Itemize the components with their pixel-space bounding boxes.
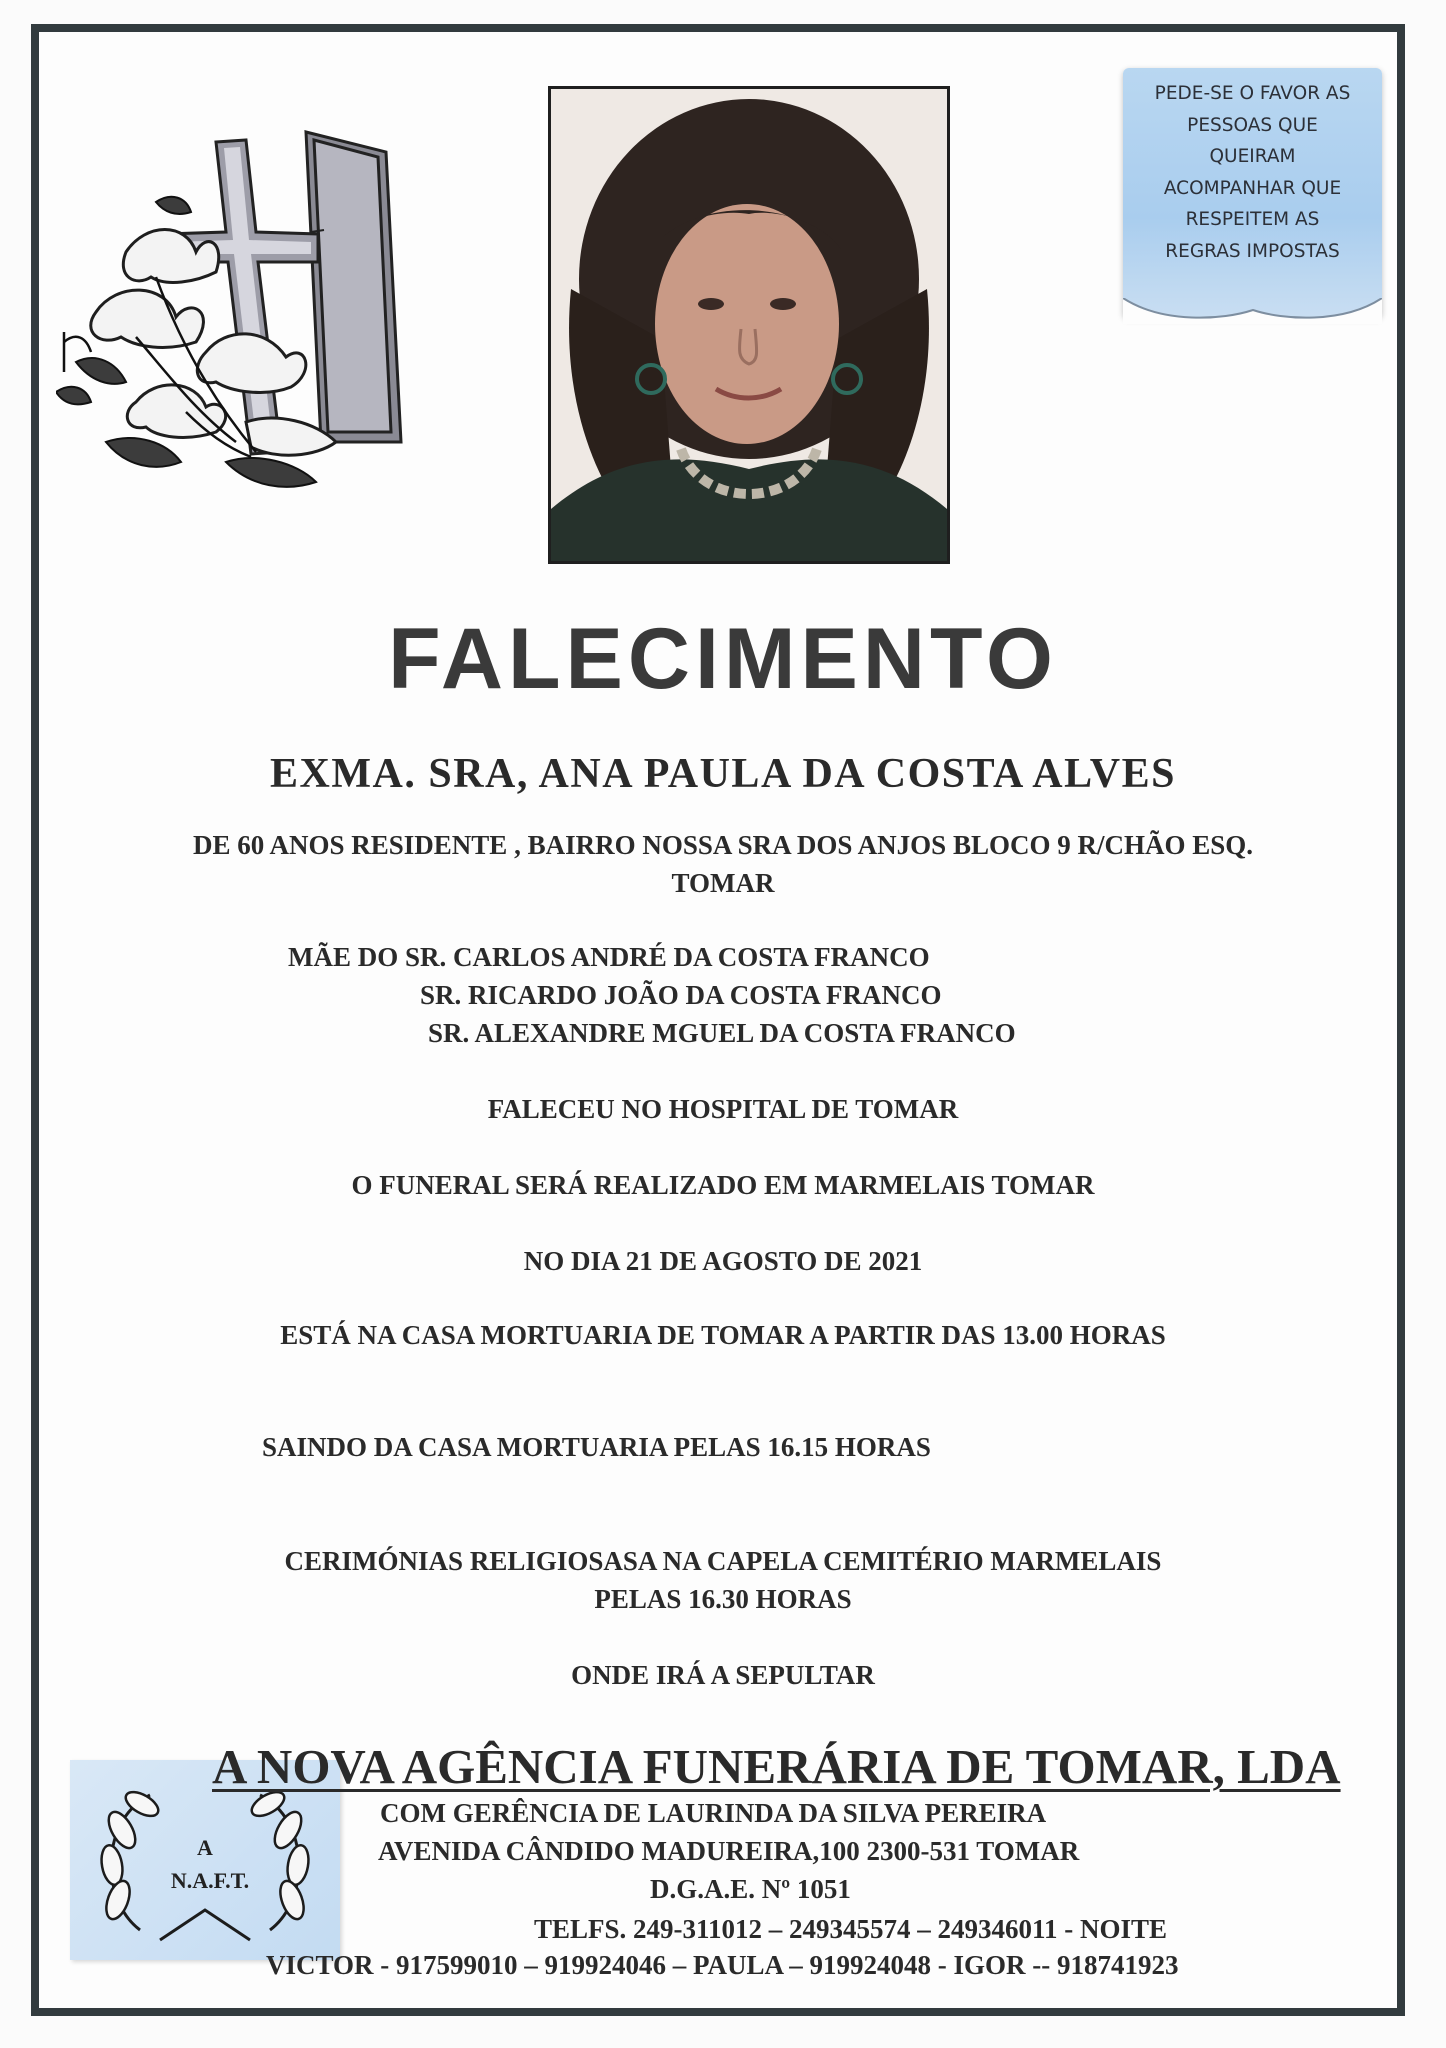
page-curl-icon bbox=[1123, 298, 1382, 324]
departure-info: SAINDO DA CASA MORTUARIA PELAS 16.15 HORAS bbox=[262, 1432, 931, 1462]
deceased-name: EXMA. SRA, ANA PAULA DA COSTA ALVES bbox=[270, 751, 1176, 797]
notice-line: QUEIRAM bbox=[1209, 146, 1296, 167]
died-at: FALECEU NO HOSPITAL DE TOMAR bbox=[487, 1094, 959, 1124]
wake-info: ESTÁ NA CASA MORTUARIA DE TOMAR A PARTIR DAS 13.00 HORAS bbox=[280, 1320, 1166, 1350]
agency-phones: TELFS. 249-311012 – 249345574 – 249346011 - NOITE bbox=[534, 1914, 1168, 1944]
cross-lily-ornament-icon bbox=[56, 112, 436, 504]
agency-address: AVENIDA CÂNDIDO MADUREIRA,100 2300-531 TOMAR bbox=[378, 1836, 1080, 1866]
agency-name: A NOVA AGÊNCIA FUNERÁRIA DE TOMAR, LDA bbox=[212, 1739, 1341, 1794]
logo-letter: A bbox=[197, 1835, 213, 1860]
notice-line: PEDE-SE O FAVOR AS bbox=[1154, 83, 1351, 104]
notice-line: ACOMPANHAR QUE bbox=[1163, 177, 1342, 199]
notice-line: REGRAS IMPOSTAS bbox=[1165, 240, 1340, 262]
family-line: MÃE DO SR. CARLOS ANDRÉ DA COSTA FRANCO bbox=[288, 942, 930, 972]
ceremony-info: CERIMÓNIAS RELIGIOSASA NA CAPELA CEMITÉRIO MARMELAIS bbox=[284, 1546, 1162, 1576]
family-line: SR. ALEXANDRE MGUEL DA COSTA FRANCO bbox=[428, 1018, 1016, 1048]
notice-box bbox=[1123, 68, 1382, 318]
residence-town: TOMAR bbox=[671, 868, 775, 898]
notice-line: RESPEITEM AS bbox=[1185, 209, 1320, 230]
residence-line: DE 60 ANOS RESIDENTE , BAIRRO NOSSA SRA DOS ANJOS BLOCO 9 R/CHÃO ESQ. bbox=[192, 830, 1253, 860]
funeral-date: NO DIA 21 DE AGOSTO DE 2021 bbox=[523, 1246, 923, 1276]
logo-initials: N.A.F.T. bbox=[170, 1868, 250, 1893]
portrait-image bbox=[551, 89, 947, 561]
agency-night-contacts: VICTOR - 917599010 – 919924046 – PAULA – 919924048 - IGOR -- 918741923 bbox=[266, 1950, 1179, 1980]
agency-management: COM GERÊNCIA DE LAURINDA DA SILVA PEREIRA bbox=[380, 1798, 1047, 1828]
agency-license: D.G.A.E. Nº 1051 bbox=[650, 1874, 851, 1904]
portrait-photo bbox=[548, 86, 950, 564]
family-line: SR. RICARDO JOÃO DA COSTA FRANCO bbox=[420, 980, 942, 1010]
burial-info: ONDE IRÁ A SEPULTAR bbox=[571, 1660, 875, 1690]
page-title: FALECIMENTO bbox=[388, 611, 1058, 707]
notice-line: PESSOAS QUE bbox=[1187, 114, 1318, 136]
ceremony-time: PELAS 16.30 HORAS bbox=[594, 1584, 852, 1614]
funeral-place: O FUNERAL SERÁ REALIZADO EM MARMELAIS TOMAR bbox=[351, 1170, 1095, 1200]
